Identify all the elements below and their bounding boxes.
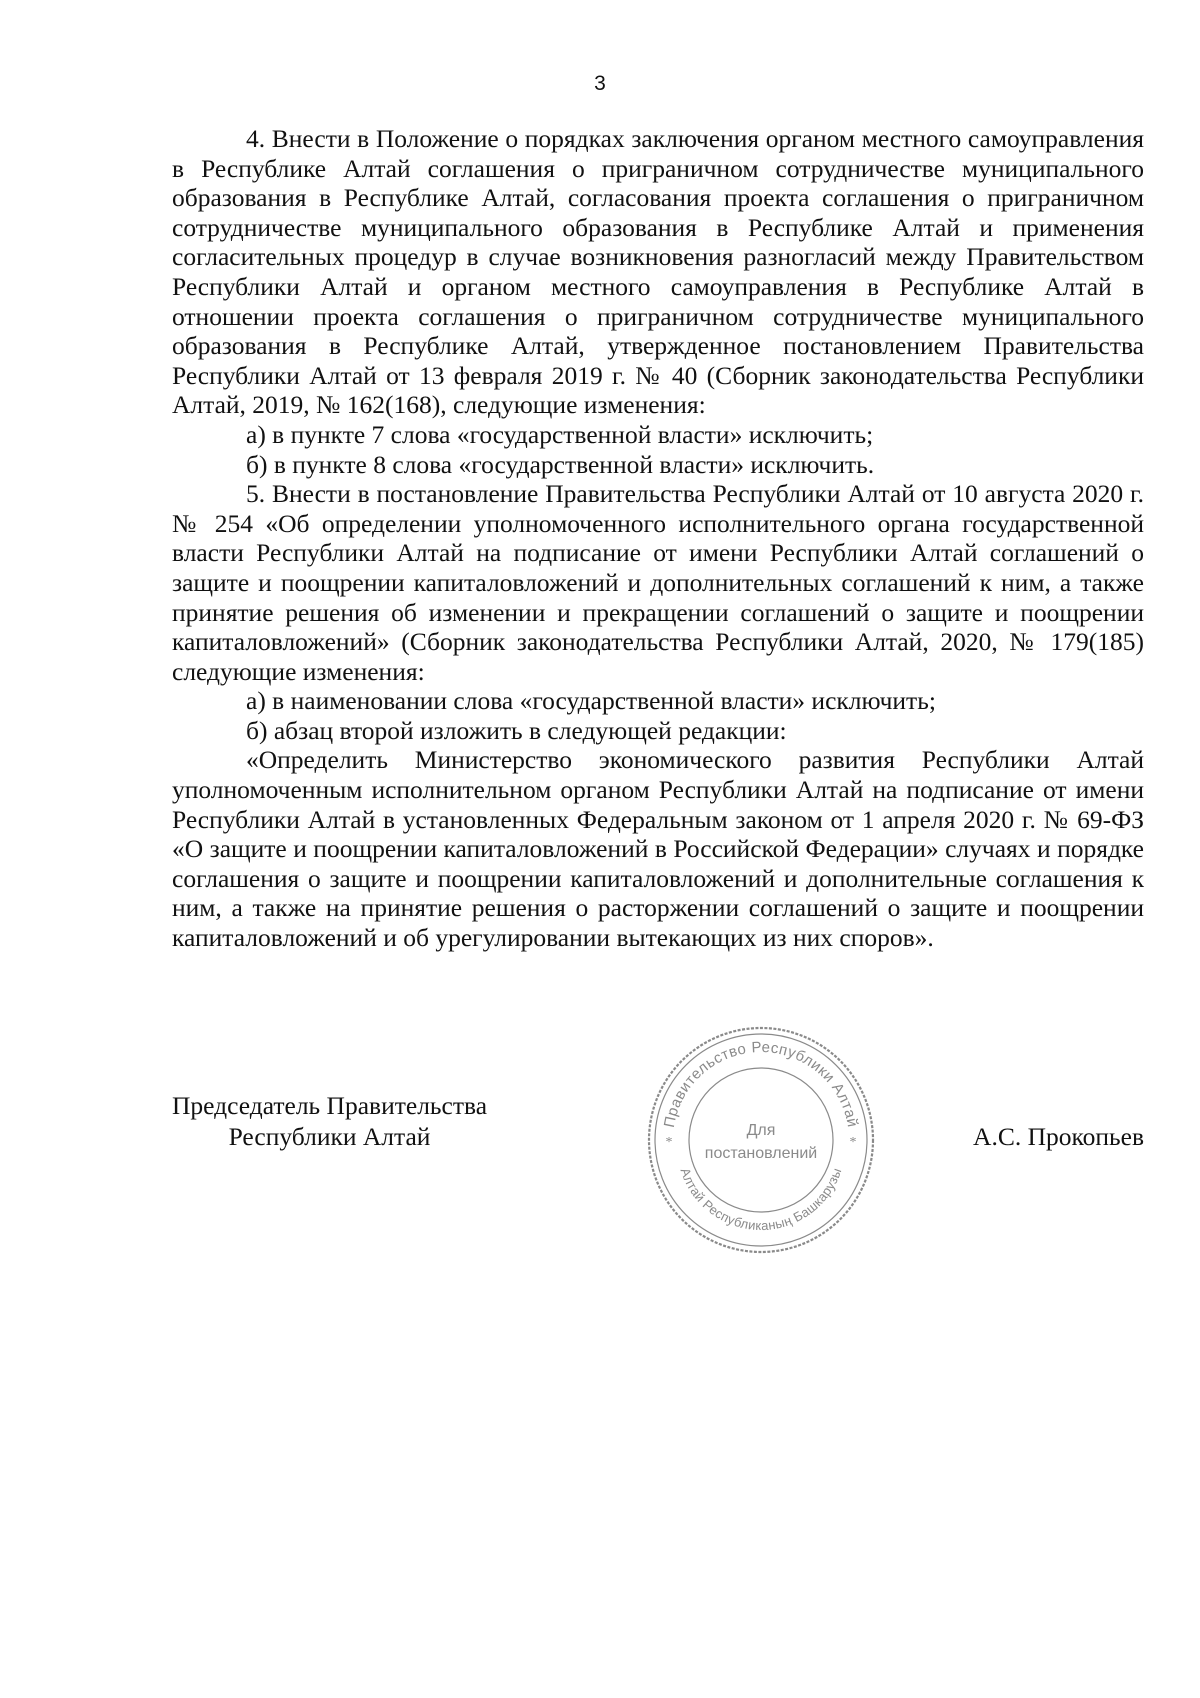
paragraph-item-4b: б) в пункте 8 слова «государственной власти» исключить.: [246, 449, 875, 479]
paragraph-item-5: 5. Внести в постановление Правительства Республики Алтай от 10 августа 2020 г. № 254 «Об определении уполномоченного исполнительного органа государственной власти Республики Алтай на подписание от имени Республики Алтай соглашений о защите и поощрении капиталовложений и дополнительных соглашений к ним, а также принятие решения об изменении и прекращении соглашений о защите и поощрении капиталовложений» (Сборник законодательства Республики Алтай, 2020, № 179(185) следующие изменения:: [172, 479, 1144, 686]
paragraph-quoted-text: «Определить Министерство экономического развития Республики Алтай уполномоченным исполнительном органом Республики Алтай на подписание от имени Республики Алтай в установленных Федеральным законом от 1 апреля 2020 г. № 69-ФЗ «О защите и поощрении капиталовложений в Российской Федерации» случаях и порядке соглашения о защите и поощрении капиталовложений и дополнительные соглашения к ним, а также на принятие решения о расторжении соглашений о защите и поощрении капиталовложений и об урегулировании вытекающих из них споров».: [172, 745, 1144, 953]
seal-outer-text-top: Правительство Республики Алтай: [660, 1038, 862, 1129]
signatory-title: [172, 1090, 487, 1152]
seal-star-icon-left: *: [665, 1135, 673, 1150]
signatory-name: А.С. Прокопьев: [973, 1122, 1144, 1151]
signatory-title-line1: Председатель Правительства: [172, 1091, 488, 1120]
seal-center-line1: Для: [746, 1122, 776, 1139]
document-body: [172, 124, 1144, 953]
paragraph-item-5b: б) абзац второй изложить в следующей редакции:: [246, 715, 787, 745]
paragraph-item-4: 4. Внести в Положение о порядках заключения органом местного самоуправления в Республике Алтай соглашения о приграничном сотрудничестве муниципального образования в Республике Алтай, согласования проекта соглашения о приграничном сотрудничестве муниципального образования в Республике Алтай и применения согласительных процедур в случае возникновения разногласий между Правительством Республики Алтай и органом местного самоуправления в Республике Алтай в отношении проекта соглашения о приграничном сотрудничестве муниципального образования в Республике Алтай, утвержденное постановлением Правительства Республики Алтай от 13 февраля 2019 г. № 40 (Сборник законодательства Республики Алтай, 2019, № 162(168), следующие изменения:: [172, 124, 1144, 420]
svg-text:Алтай Республиканың Башкарузы: [678, 1166, 845, 1233]
seal-center-line2: постановлений: [704, 1145, 818, 1162]
seal-star-icon-right: *: [849, 1135, 857, 1150]
seal-outer-text-bottom: Алтай Республиканың Башкарузы: [677, 1165, 845, 1234]
paragraph-item-5a: а) в наименовании слова «государственной власти» исключить;: [246, 686, 936, 716]
signatory-title-line2: Республики Алтай: [228, 1122, 431, 1151]
page-number: 3: [594, 72, 606, 95]
paragraph-item-4a: а) в пункте 7 слова «государственной власти» исключить;: [246, 419, 874, 449]
official-seal: [641, 1020, 881, 1260]
